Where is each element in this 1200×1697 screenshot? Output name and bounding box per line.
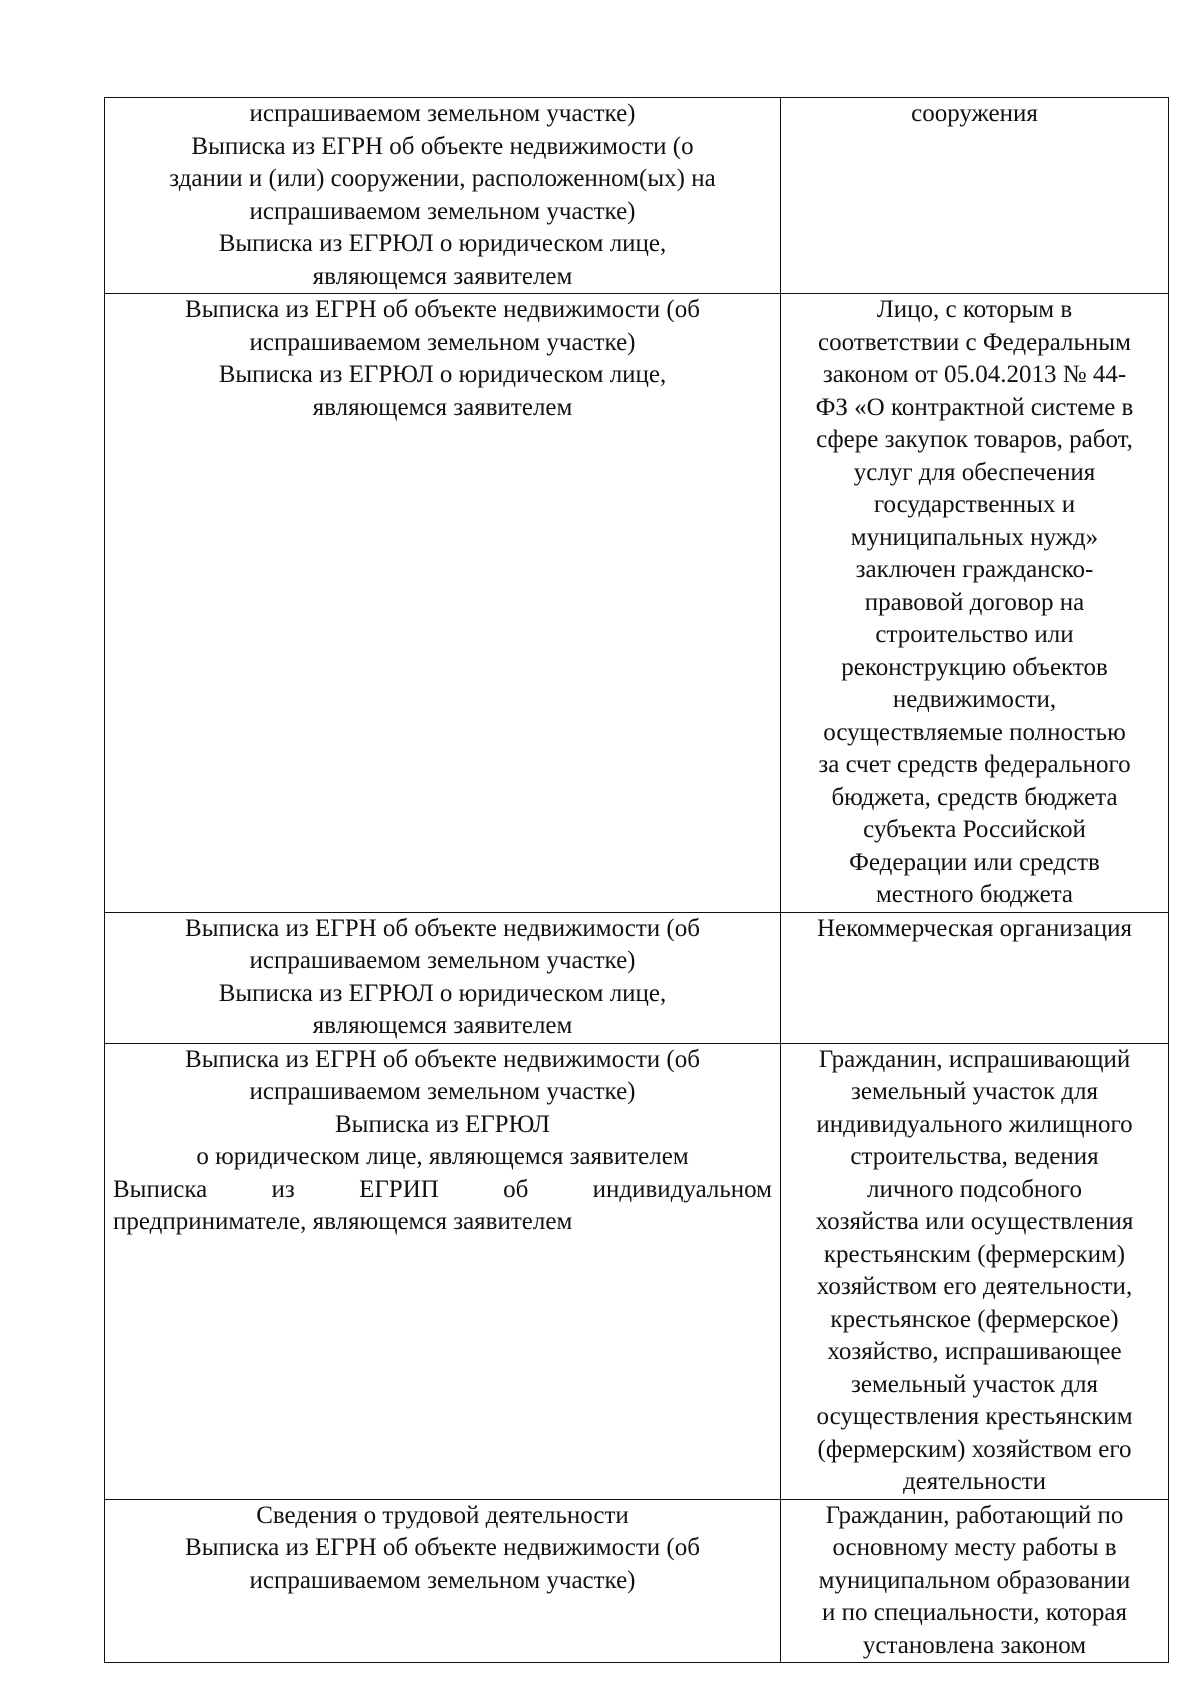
document-line: испрашиваемом земельном участке) [249,1078,636,1105]
applicant-line: Лицо, с которым в [876,296,1073,323]
document-line: испрашиваемом земельном участке) [249,100,636,127]
applicant-line: реконструкцию объектов [841,653,1108,681]
applicant-line: ФЗ «О контрактной системе в [815,393,1134,421]
applicant-line: за счет средств федерального [818,751,1131,778]
document-line: о юридическом лице, являющемся заявителем [196,1143,689,1170]
table-row [105,912,1169,1043]
applicant-line: муниципальных нужд» [850,523,1099,551]
document-line: являющемся заявителем [312,1012,573,1039]
document-line: Выписка из ЕГРН об объекте недвижимости (об [185,914,700,942]
applicant-line: Гражданин, работающий по [825,1501,1124,1529]
applicant-line: Некоммерческая организация [816,914,1132,942]
document-line: Сведения о трудовой деятельности [256,1501,629,1529]
applicant-line: хозяйством его деятельности, [816,1273,1133,1300]
applicant-cell [781,98,1169,294]
documents-cell [105,1499,781,1663]
document-line: Выписка из ЕГРН об объекте недвижимости (о [191,132,694,160]
applicant-line: недвижимости, [892,686,1057,713]
applicant-line: земельный участок для [850,1370,1099,1398]
documents-cell [105,912,781,1043]
document-line: являющемся заявителем [312,393,573,421]
applicant-line: бюджета, средств бюджета [831,783,1118,811]
table-body [105,98,1169,1663]
document-line: Выписка из ЕГРЮЛ о юридическом лице, [218,979,667,1007]
applicant-line: строительство или [875,621,1074,648]
applicant-line: услуг для обеспечения [853,458,1096,486]
applicant-line: правовой договор на [864,588,1085,616]
applicant-line: (фермерским) хозяйством его [817,1435,1132,1463]
applicant-line: личного подсобного [867,1175,1082,1203]
applicant-cell [781,912,1169,1043]
document-line: Выписка из ЕГРЮЛ [335,1110,550,1138]
table-row [105,294,1169,913]
documents-cell [105,98,781,294]
document-line: испрашиваемом земельном участке) [249,1566,636,1594]
applicant-line: осуществляемые полностью [823,718,1126,746]
document-line: Выписка из ЕГРН об объекте недвижимости (об [185,296,700,323]
applicant-line: осуществления крестьянским [816,1403,1133,1430]
document-line: испрашиваемом земельном участке) [249,328,636,356]
document-line: Выписка из ЕГРН об объекте недвижимости (об [185,1534,700,1561]
applicant-cell [781,1499,1169,1663]
applicant-line: хозяйство, испрашивающее [827,1338,1122,1365]
document-line: испрашиваемом земельном участке) [249,947,636,974]
documents-cell [105,294,781,913]
applicant-line: Федерации или средств [849,848,1100,876]
applicant-line: государственных и [873,491,1076,518]
applicant-line: основному месту работы в [832,1534,1117,1561]
table-row [105,1499,1169,1663]
applicant-line: и по специальности, которая [822,1599,1127,1626]
document-line: Выписка из ЕГРИП об индивидуальном [113,1175,772,1203]
applicant-cell [781,294,1169,913]
document-line: Выписка из ЕГРН об объекте недвижимости (об [185,1045,700,1073]
applicant-line: деятельности [902,1468,1047,1495]
applicant-line: заключен гражданско- [855,556,1094,583]
applicant-line: земельный участок для [850,1078,1099,1105]
applicant-line: строительства, ведения [850,1143,1099,1170]
documents-table [104,97,1169,1663]
document-line: Выписка из ЕГРЮЛ о юридическом лице, [218,361,667,388]
applicant-cell [781,1043,1169,1499]
applicant-line: местного бюджета [875,881,1074,908]
applicant-line: Гражданин, испрашивающий [818,1045,1131,1073]
applicant-line: муниципальном образовании [818,1566,1131,1594]
document-line: предпринимателе, являющемся заявителем [113,1208,573,1235]
applicant-line: хозяйства или осуществления [815,1208,1134,1235]
document-line: здании и (или) сооружении, расположенном(ых) на [169,165,716,192]
applicant-line: сооружения [911,100,1038,127]
applicant-line: установлена законом [862,1631,1087,1659]
applicant-line: крестьянское (фермерское) [830,1305,1119,1333]
documents-cell [105,1043,781,1499]
table-row [105,98,1169,294]
applicant-line: законом от 05.04.2013 № 44- [822,361,1127,388]
applicant-line: крестьянским (фермерским) [823,1240,1126,1268]
document-line: являющемся заявителем [312,262,573,290]
applicant-line: индивидуального жилищного [816,1110,1133,1138]
document-line: испрашиваемом земельном участке) [249,197,636,225]
table-row [105,1043,1169,1499]
applicant-line: соответствии с Федеральным [818,328,1131,356]
applicant-line: сфере закупок товаров, работ, [816,426,1133,453]
document-line: Выписка из ЕГРЮЛ о юридическом лице, [218,230,667,257]
applicant-line: субъекта Российской [863,816,1086,843]
